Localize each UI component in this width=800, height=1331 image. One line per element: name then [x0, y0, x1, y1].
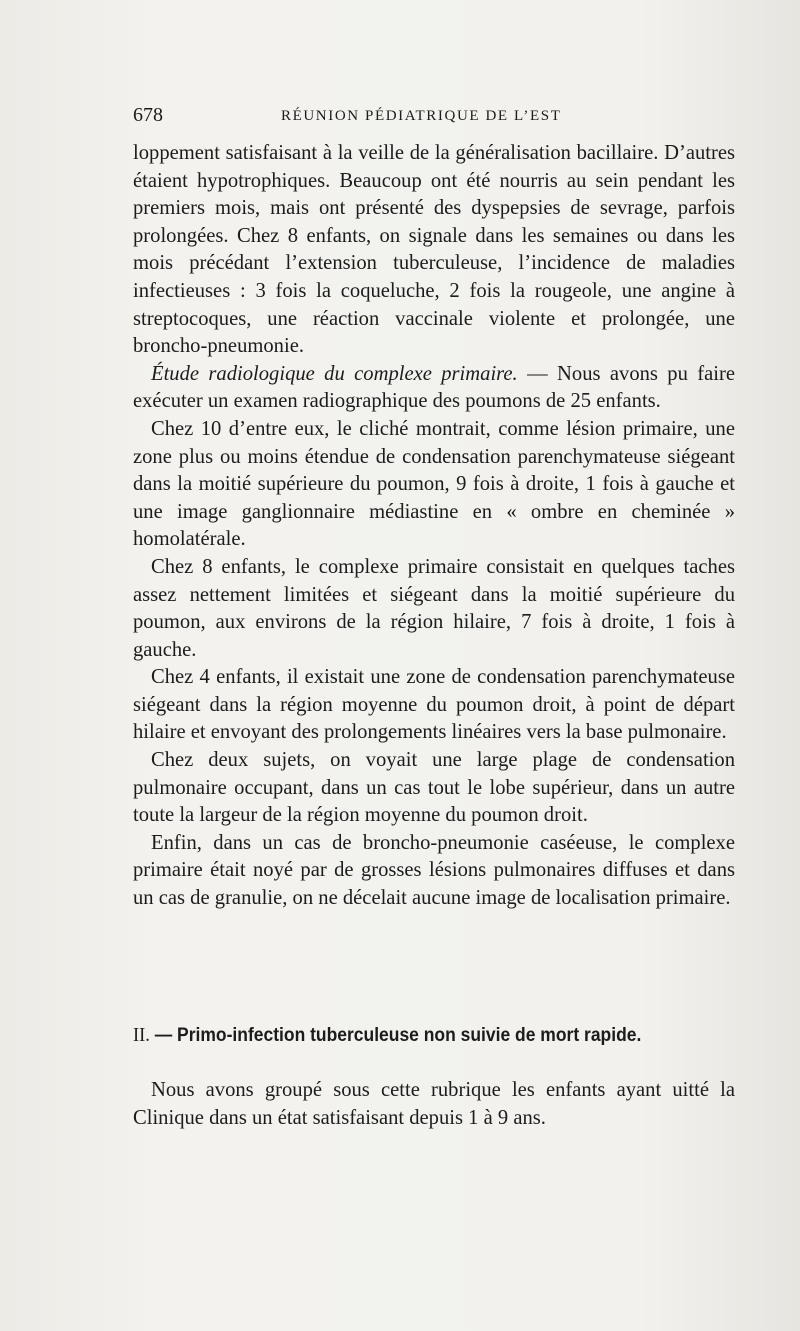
page-number: 678 — [133, 104, 163, 126]
section-heading — [133, 1024, 687, 1047]
paragraph-7: Enfin, dans un cas de broncho-pneumonie caséeuse, le complexe primaire était noyé par de grosses lésions pulmonaires diffuses et dans un cas de granulie, on ne décelait aucune image de localisation primaire. — [133, 831, 735, 910]
paragraph-6: Chez deux sujets, on voyait une large plage de condensation pulmonaire occupant, dans un cas tout le lobe supérieur, dans un autre toute la largeur de la région moyenne du poumon droit. — [133, 749, 735, 827]
running-head: RÉUNION PÉDIATRIQUE DE L’EST — [281, 108, 562, 124]
section-number: II. — [133, 1024, 150, 1046]
section-title: — Primo-infection tuberculeuse non suivie de mort rapide. — [149, 1025, 642, 1046]
paragraph-3: Chez 10 d’entre eux, le cliché montrait, comme lésion primaire, une zone plus ou moins étendue de condensation parenchymateuse siégeant dans la moitié supérieure du poumon, 9 fois à droite, 1 fois à gauche et une image ganglionnaire médiastine en « ombre en cheminée » homolatérale. — [133, 417, 735, 551]
paragraph-4: Chez 8 enfants, le complexe primaire consistait en quelques taches assez nettement limitées et siégeant dans la moitié supérieure du poumon, aux environs de la région hilaire, 7 fois à droite, 1 fois à gauche. — [133, 555, 735, 661]
paragraph-5: Chez 4 enfants, il existait une zone de condensation parenchymateuse siégeant dans la région moyenne du poumon droit, à point de départ hilaire et envoyant des prolongements linéaires vers la base pulmonaire. — [133, 666, 735, 744]
paragraph-2 — [133, 361, 735, 416]
page-header — [133, 100, 735, 130]
paragraph-2-text: — Nous avons pu faire exécuter un examen radiographique des poumons de 25 enfants. — [133, 362, 735, 413]
paragraph-1: loppement satisfaisant à la veille de la généralisation bacillaire. D’autres étaient hypotrophiques. Beaucoup ont été nourris au sein pendant les premiers mois, mais ont présenté des dyspepsies de sevrage, parfois prolongées. Chez 8 enfants, on signale dans les semaines ou dans les mois précédant l’extension tuberculeuse, l’incidence de maladies infectieuses : 3 fois la coqueluche, 2 fois la rougeole, une angine à streptocoques, une réaction vaccinale violente et prolongée, une broncho-pneumonie. — [133, 142, 735, 358]
body-text — [133, 140, 735, 913]
subsection-heading: Étude radiologique du complexe primaire. — [151, 362, 518, 385]
closing-text — [133, 1076, 735, 1132]
paragraph-8: Nous avons groupé sous cette rubrique les enfants ayant uitté la Clinique dans un état satisfaisant depuis 1 à 9 ans. — [133, 1079, 735, 1129]
